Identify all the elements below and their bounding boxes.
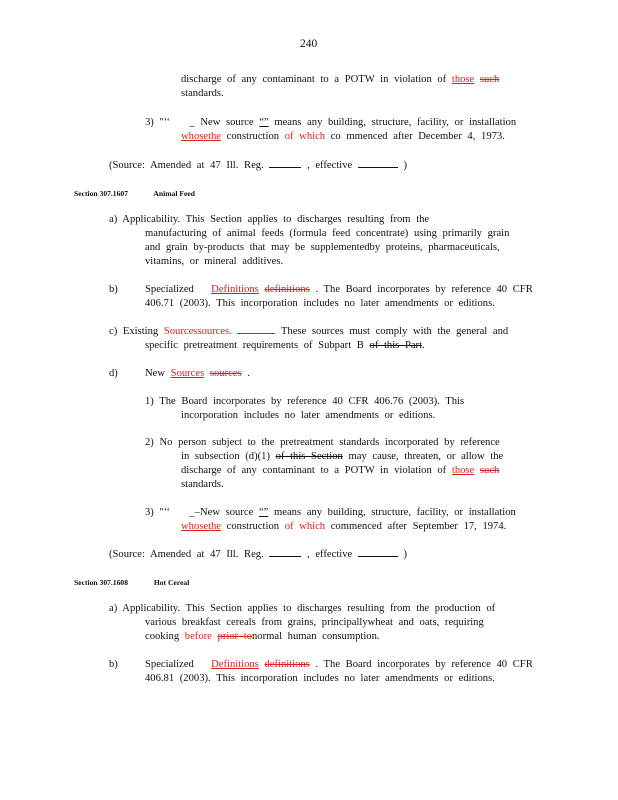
deleted-text: prior to bbox=[217, 631, 252, 642]
text-run: , effective bbox=[307, 160, 353, 171]
section-heading bbox=[74, 576, 189, 589]
inserted-text: Sources bbox=[170, 368, 205, 379]
deleted-text: definitions bbox=[264, 284, 310, 295]
text-run: in subsection (d)(1) bbox=[181, 451, 270, 462]
section-number: Section 307.1607 bbox=[74, 189, 128, 198]
paragraph-line: d) bbox=[109, 368, 118, 379]
text-run: co mmenced after December 4, 1973. bbox=[330, 131, 505, 142]
blank-line bbox=[269, 547, 301, 557]
paragraph-line: b) bbox=[109, 284, 118, 295]
blank-line bbox=[358, 158, 398, 168]
section-number: Section 307.1608 bbox=[74, 578, 128, 587]
definition-line bbox=[145, 116, 516, 129]
inserted-text: whosethe bbox=[181, 521, 222, 532]
text-run: . The Board incorporates by reference 40 CFR bbox=[315, 284, 533, 295]
text-run: means any building, structure, facility, or installation bbox=[274, 507, 516, 518]
paragraph-line: various breakfast cereals from grains, principallywheat and oats, requiring bbox=[145, 617, 484, 628]
paragraph-line: standards. bbox=[181, 88, 224, 99]
paragraph-line bbox=[181, 73, 499, 86]
inserted-text: of which bbox=[284, 131, 326, 142]
paragraph-line: b) bbox=[109, 659, 118, 670]
text-run: _–New source bbox=[189, 507, 254, 518]
text-run: c) Existing bbox=[109, 326, 159, 337]
inserted-text: those bbox=[451, 74, 475, 85]
deleted-text bbox=[237, 326, 275, 334]
inserted-text: Definitions bbox=[211, 284, 259, 295]
definition-line bbox=[181, 520, 506, 533]
paragraph-line bbox=[181, 450, 503, 463]
deleted-text: definitions bbox=[264, 659, 310, 670]
inserted-text: of which bbox=[284, 521, 326, 532]
paragraph-line: and grain by-products that may be supplementedby proteins, pharmaceuticals, bbox=[145, 242, 500, 253]
text-run: These sources must comply with the general and bbox=[280, 326, 509, 337]
item-number: 3) "‘‘ bbox=[145, 507, 171, 518]
page-number: 240 bbox=[300, 38, 318, 50]
text-run: means any building, structure, facility, or installation bbox=[274, 117, 517, 128]
quote-marks: “” bbox=[258, 507, 269, 518]
deleted-text: such bbox=[479, 74, 500, 85]
definition-line bbox=[181, 130, 505, 143]
section-title: Hot Cereal bbox=[153, 578, 190, 587]
text-run: New bbox=[145, 368, 166, 379]
text-run: construction bbox=[226, 521, 280, 532]
blank-line bbox=[358, 547, 398, 557]
text-run: cooking bbox=[145, 631, 180, 642]
source-note bbox=[109, 547, 407, 561]
text-run: (Source: Amended at 47 Ill. Reg. bbox=[109, 160, 264, 171]
source-note bbox=[109, 158, 407, 172]
paragraph-line: incorporation includes no later amendments or editions. bbox=[181, 410, 436, 421]
deleted-text: of this Part bbox=[369, 340, 423, 351]
text-run: ) bbox=[403, 160, 408, 171]
text-run: specific pretreatment requirements of Subpart B bbox=[145, 340, 364, 351]
text-run: construction bbox=[226, 131, 280, 142]
text-run: discharge of any contaminant to a POTW in violation of bbox=[181, 465, 447, 476]
paragraph-line bbox=[145, 630, 380, 643]
text-run: , effective bbox=[307, 549, 353, 560]
text-run: discharge of any contaminant to a POTW in violation of bbox=[181, 74, 447, 85]
paragraph-line: standards. bbox=[181, 479, 224, 490]
paragraph-line bbox=[145, 339, 425, 352]
text-run: Specialized bbox=[145, 284, 194, 295]
text-run: commenced after September 17, 1974. bbox=[330, 521, 507, 532]
text-run: ) bbox=[403, 549, 408, 560]
paragraph-line bbox=[145, 658, 533, 671]
paragraph-line bbox=[109, 325, 508, 338]
item-number: 3) "‘‘ bbox=[145, 117, 171, 128]
inserted-text: Definitions bbox=[211, 659, 259, 670]
paragraph-line bbox=[181, 464, 499, 477]
paragraph-line: 2) No person subject to the pretreatment standards incorporated by reference bbox=[145, 437, 500, 448]
inserted-text: whosethe bbox=[181, 131, 222, 142]
paragraph-line: manufacturing of animal feeds (formula feed concentrate) using primarily grain bbox=[145, 228, 510, 239]
inserted-text: Sourcessources. bbox=[163, 326, 232, 337]
paragraph-line: 1) The Board incorporates by reference 40 CFR 406.76 (2003). This bbox=[145, 396, 465, 407]
paragraph-line bbox=[145, 283, 533, 296]
paragraph-line: 406.71 (2003). This incorporation includes no later amendments or editions. bbox=[145, 298, 495, 309]
text-run: . bbox=[422, 340, 425, 351]
section-heading bbox=[74, 187, 195, 200]
inserted-text: those bbox=[451, 465, 475, 476]
deleted-text: such bbox=[479, 465, 500, 476]
text-run: may cause, threaten, or allow the bbox=[348, 451, 504, 462]
section-title: Animal Feed bbox=[153, 189, 195, 198]
text-run: . The Board incorporates by reference 40 CFR bbox=[315, 659, 533, 670]
text-run: (Source: Amended at 47 Ill. Reg. bbox=[109, 549, 264, 560]
text-run: . bbox=[247, 368, 250, 379]
blank-line bbox=[269, 158, 301, 168]
paragraph-line: a) Applicability. This Section applies to discharges resulting from the bbox=[109, 214, 430, 225]
paragraph-line bbox=[145, 367, 250, 380]
text-run: _ New source bbox=[189, 117, 254, 128]
paragraph-line: 406.81 (2003). This incorporation includes no later amendments or editions. bbox=[145, 673, 495, 684]
deleted-text: of this Section bbox=[275, 451, 343, 462]
text-run: normal human consumption. bbox=[252, 631, 380, 642]
deleted-text: sources bbox=[209, 368, 242, 379]
text-run: Specialized bbox=[145, 659, 194, 670]
definition-line bbox=[145, 506, 516, 519]
paragraph-line: vitamins, or mineral additives. bbox=[145, 256, 284, 267]
quote-marks: “” bbox=[259, 117, 269, 128]
inserted-text: before bbox=[184, 631, 212, 642]
paragraph-line: a) Applicability. This Section applies to discharges resulting from the production of bbox=[109, 603, 496, 614]
